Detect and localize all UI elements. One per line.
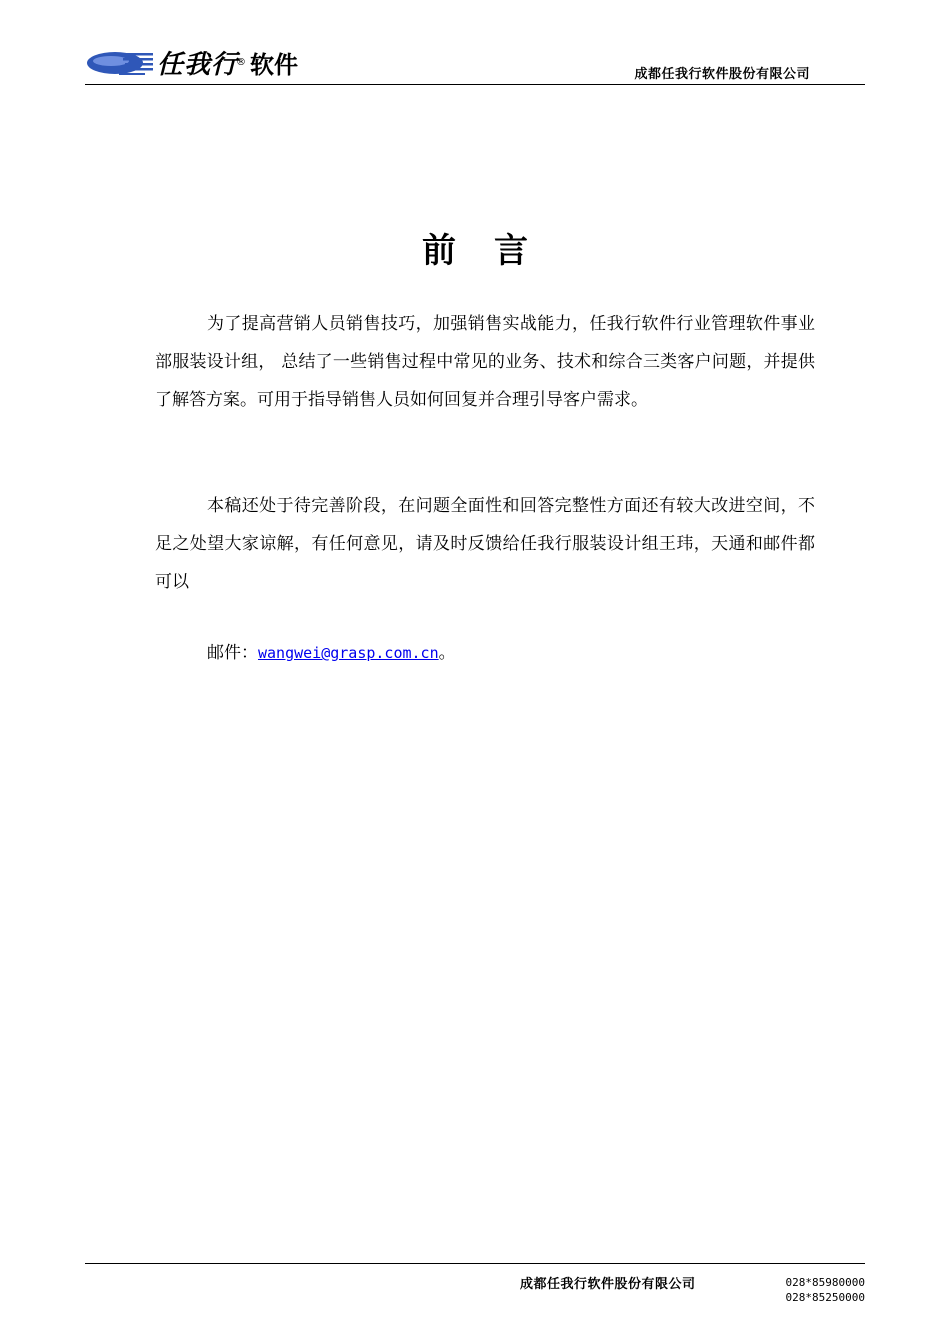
logo-speed-swoosh-icon bbox=[85, 43, 155, 81]
footer-company-name: 成都任我行软件股份有限公司 bbox=[520, 1277, 696, 1292]
logo-wordmark: 任我行 bbox=[157, 49, 239, 80]
email-label: 邮件： bbox=[207, 643, 258, 663]
page-footer bbox=[85, 1263, 865, 1314]
logo-suffix: 软件 bbox=[250, 50, 299, 79]
page-header bbox=[85, 40, 865, 85]
phone-number-1: 028*85980000 bbox=[785, 1276, 865, 1289]
header-company-name: 成都任我行软件股份有限公司 bbox=[634, 67, 810, 82]
intro-paragraph: 为了提高营销人员销售技巧，加强销售实战能力，任我行软件行业管理软件事业部服装设计组， 总结了一些销售过程中常见的业务、技术和综合三类客户问题，并提供了解答方案。可用于指导销售人员如何回复并合理引导客户需求。 bbox=[155, 314, 815, 410]
email-link[interactable]: wangwei@grasp.com.cn bbox=[258, 644, 439, 662]
feedback-paragraph: 本稿还处于待完善阶段，在问题全面性和回答完整性方面还有较大改进空间，不足之处望大家谅解，有任何意见，请及时反馈给任我行服装设计组王玮，天通和邮件都可以 bbox=[155, 496, 815, 592]
registered-mark: ® bbox=[236, 56, 247, 68]
email-end-punct: 。 bbox=[438, 643, 456, 663]
company-logo bbox=[85, 42, 298, 82]
email-paragraph bbox=[155, 634, 815, 672]
phone-number-2: 028*85250000 bbox=[785, 1291, 865, 1304]
page-title: 前言 bbox=[422, 230, 566, 271]
footer-phone-numbers bbox=[786, 1275, 865, 1305]
